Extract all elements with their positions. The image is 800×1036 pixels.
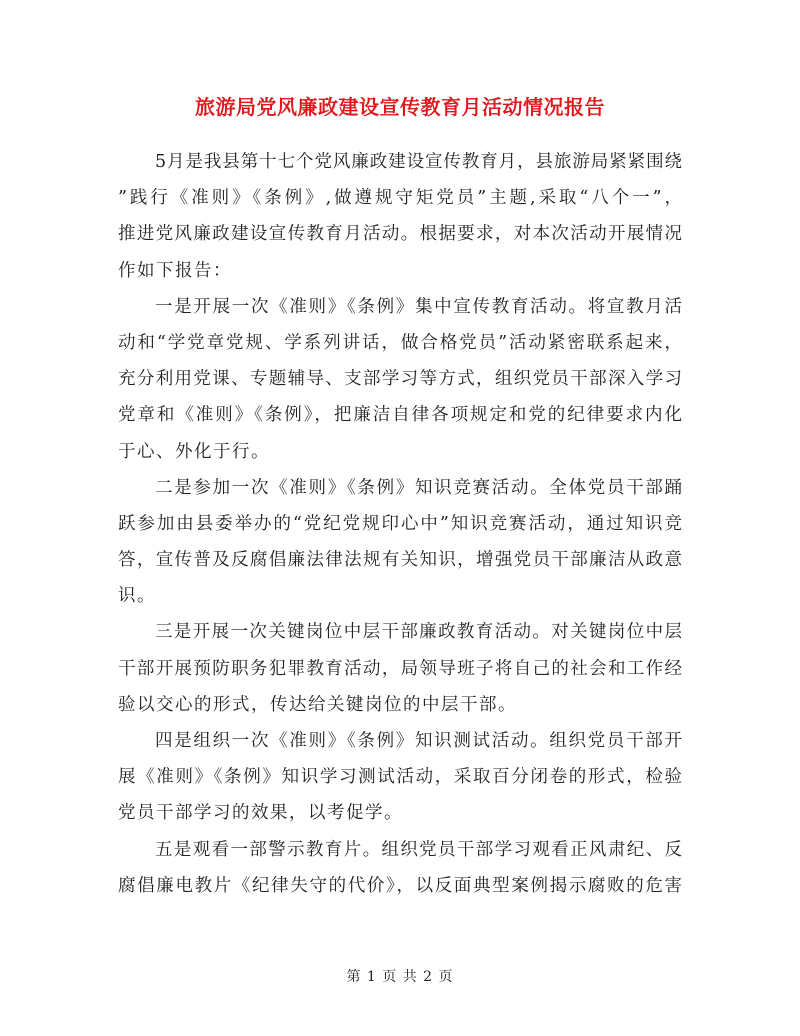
- paragraph: [118, 723, 682, 832]
- text-line: 识。: [118, 586, 156, 607]
- text-line: 四是组织一次《准则》《条例》知识测试活动。组织党员干部开: [155, 731, 682, 751]
- paragraph: [118, 144, 682, 289]
- text-line: 充分利用党课、专题辅导、支部学习等方式，组织党员干部深入学习: [118, 369, 682, 390]
- text-line: 跃参加由县委举办的“党纪党规印心中”知识竞赛活动，通过知识竞: [118, 513, 682, 534]
- text-line: 党章和《准则》《条例》，把廉洁自律各项规定和党的纪律要求内化: [118, 405, 682, 426]
- text-line: 干部开展预防职务犯罪教育活动，局领导班子将自己的社会和工作经: [118, 658, 682, 679]
- paragraph: [118, 289, 682, 470]
- text-line: 展《准则》《条例》知识学习测试活动，采取百分闭卷的形式，检验: [118, 767, 682, 788]
- document-title: 旅游局党风廉政建设宣传教育月活动情况报告: [195, 95, 605, 119]
- text-line: ”践行《准则》《条例》,做遵规守矩党员”主题,采取“八个一”，: [118, 188, 682, 209]
- text-line: 验以交心的形式，传达给关键岗位的中层干部。: [118, 694, 517, 715]
- paragraph: [118, 614, 682, 723]
- text-line: 五是观看一部警示教育片。组织党员干部学习观看正风肃纪、反: [155, 839, 682, 860]
- text-line: 二是参加一次《准则》《条例》知识竞赛活动。全体党员干部踊: [155, 477, 682, 498]
- text-line: 于心、外化于行。: [118, 441, 270, 462]
- text-line: 一是开展一次《准则》《条例》集中宣传教育活动。将宣教月活: [155, 296, 682, 317]
- paragraph: [118, 470, 682, 615]
- text-line: 腐倡廉电教片《纪律失守的代价》，以反面典型案例揭示腐败的危害: [118, 875, 682, 896]
- text-line: 5月是我县第十七个党风廉政建设宣传教育月，县旅游局紧紧围绕: [155, 152, 682, 172]
- text-line: 三是开展一次关键岗位中层干部廉政教育活动。对关键岗位中层: [155, 622, 682, 643]
- text-line: 党员干部学习的效果，以考促学。: [118, 803, 403, 824]
- text-line: 作如下报告：: [118, 260, 232, 281]
- text-line: 推进党风廉政建设宣传教育月活动。根据要求，对本次活动开展情况: [118, 224, 682, 245]
- text-line: 答，宣传普及反腐倡廉法律法规有关知识，增强党员干部廉洁从政意: [118, 550, 682, 571]
- paragraph: [118, 832, 682, 904]
- text-line: 动和“学党章党规、学系列讲话，做合格党员”活动紧密联系起来，: [118, 332, 682, 353]
- document-body: [118, 144, 682, 904]
- page-footer: 第 1 页 共 2 页: [346, 969, 454, 985]
